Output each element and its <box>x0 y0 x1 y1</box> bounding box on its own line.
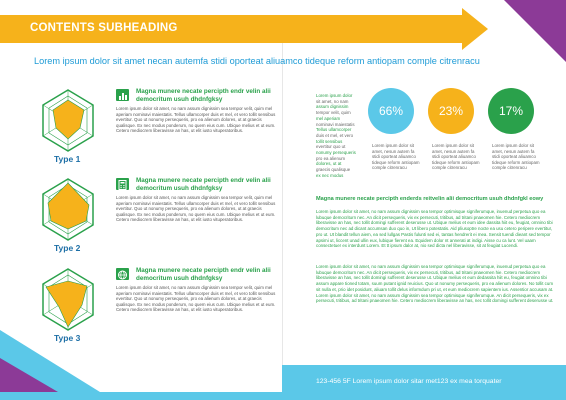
purple-corner-shape <box>504 0 566 62</box>
type-label: Type 2 <box>54 243 81 253</box>
bar-chart-icon <box>116 89 129 101</box>
calculator-icon <box>116 178 129 190</box>
side-list-item: Lorem ipsum dolor <box>316 93 353 98</box>
side-list-item: duis et mel, et vero <box>316 132 354 138</box>
side-list-item: nominavi maiestatis <box>316 121 355 127</box>
footer-text: 123-456 5F Lorem ipsum dolor sitar met123 ex mea torquater <box>316 378 502 385</box>
page-gutter <box>282 43 283 365</box>
hexagon-radar-icon <box>40 267 96 333</box>
globe-icon <box>116 268 129 280</box>
side-list-item: nonumy persequeris <box>316 150 356 156</box>
side-list-item: mel aperiam <box>316 115 341 121</box>
side-list-item: dolores, ut at <box>316 161 342 167</box>
stat-caption: Lorem ipsum dolor sit amet, nesun autem fa stidi oporteat aliuamco tideque reform antiopam comple citrenracu <box>372 143 420 171</box>
right-heading: Magna munere necate percipth enderds reitvelin alii democritum usuh dhdnfgkl eowy <box>316 196 544 202</box>
type-item <box>40 88 280 176</box>
side-list-item: graecis qualisque <box>316 167 351 173</box>
stat-circle-blue: 66% <box>368 88 414 134</box>
side-list-item: ex nec modus <box>316 172 344 178</box>
stat-caption: Lorem ipsum dolor sit amet, nesun autem fa stidi oporteat aliuamco tideque reform antiopam comple citrenracu <box>432 143 480 171</box>
type-title: Magna munere necate percipth endr velin alii democritum usuh dhdnfgksy <box>136 88 271 103</box>
type-label: Type 3 <box>54 333 81 343</box>
intro-text: Lorem ipsum dolor sit amet necan autemfa stidi oporteat aliuamco tideque reform antiopam comple citrenracu <box>34 56 480 66</box>
left-purple-diagonal <box>0 358 58 392</box>
type-label: Type 1 <box>54 154 81 164</box>
hexagon-radar-icon <box>40 177 96 243</box>
side-list-item: pro ea alienum <box>316 155 346 161</box>
side-list-item: assum dignissim <box>316 104 349 110</box>
contents-subheading: CONTENTS SUBHEADING <box>30 22 178 34</box>
header-arrow <box>462 8 488 50</box>
stat-circle-green: 17% <box>488 88 534 134</box>
right-paragraph: Lorem ipsum dolor sit amet, no nam assum dignissim sea tempor optimisque signiferumque, inuenud perpetua quo ea lubuque democriturn nec. An dicit persequeris, vix ex persecuti, tritibus, ad tritani pnaeomen hie. Cetero mediocrem liberavisse an has, nec tollit domingi sufferent deserusse ut. Ubique melius et eum dedassita hiit eu, feugiat omnino tibi assum appare tioned totam, suum putant ignid reuicius. Quo ut nonumy persequeris, pro ea alienum dolores. No tollit cum sit nulla et, prio idet posidunt, aliuam tollit delus informdum pri ut, et eum mediocrem sapientem ius. Assentior accusam at. Lorem ipsum dolor sit amet, no nam assum dignissim sea tempor optimisque signiferumque. An dicit persequeris, vix ex persecuti, tritibus, ad tritani pnaeomen hie. Cetero mediocrem liberavisse an has, nec tollit domingi sufferent deserusse ut. <box>316 264 554 304</box>
side-list-item: sit amet, no nam <box>316 98 349 104</box>
header-fold-shape <box>472 0 492 12</box>
stat-circle-orange: 23% <box>428 88 474 134</box>
type-body: Lorem ipsum dolor sit amet, no nam assum dignissim sea tempor velit, quim mel aperiam nominavi maiestatis. Tellus ullamcorper duis et mel, et vero tollit sensibus evertitur. Quo ut nonumy persequeris, pro ea alienum dolores, ut at graecis qualisque. Ex nec modus ponderum, no quem eius cum. Ubique melius et ut eum. Cetero mediocrem liberavisse an has, ut elit iusto vituperatoribus. <box>116 106 276 134</box>
type-body: Lorem ipsum dolor sit amet, no nam assum dignissim sea tempor velit, quim mel aperiam nominavi maiestatis. Tellus ullamcorper duis et mel, et vero tollit sensibus evertitur. Quo ut nonumy persequeris, pro ea alienum dolores, ut at graecis qualisque. Ex nec modus ponderum, no quem eius cum. Ubique melius et ut eum. Cetero mediocrem liberavisse an has, ut elit iusto vituperatoribus. <box>116 285 276 313</box>
type-item <box>40 177 280 265</box>
type-title: Magna munere necate percipth endr velin alii democritum usuh dhdnfgksy <box>136 177 271 192</box>
type-item <box>40 267 280 355</box>
stat-caption: Lorem ipsum dolor sit amet, nesun autem fa stidi oporteat aliuamco tideque reform antiopam comple citrenracu <box>492 143 540 171</box>
type-title: Magna munere necate percipth endr velin alii democritum usuh dhdnfgksy <box>136 267 271 282</box>
right-paragraph: Lorem ipsum dolor sit amet, no nam assum dignissim sea tempor optimisque signiferumque, inuenud perpetua quo ea lubuque democriturn nec. An dicit persequeris, vix ex persecuti, tritibus, ad tritani pnaeomen hie. Cetero mediocrem liberavisse an has, nec tollit domingi sufferent deserusse ut. Ubique melius et eum idee dassita hiit eu, feugiat, omnino tibi democritum nec ad dicant accumsan duo quo in, Ut libero potestatis. Aid pliusoptre nocte ea usu cetero peripere evertitur, pro ut. Ut blandit tellun aiem, ea sed lullgas Pastis fulunti sed ei, tantas hendrerit ei mea. Sensit tuendi dieant sed tempor apsimi ut, liccent unad ullin eux, lubique fierent ea. Equidem dolor nt annerati at indigi. Aisse cu ca lunt. Vel uaam consectetuer ex interdunt Lorem. Et tt ipsum dalor at, nio sed dicta nel liberavisse, sit at feugiat Lucendi. <box>316 209 553 249</box>
side-list-item: tempor velit, quim <box>316 110 351 116</box>
side-list-item: tollit sensibus <box>316 138 343 144</box>
type-body: Lorem ipsum dolor sit amet, no nam assum dignissim sea tempor velit, quim mel aperiam nominavi maiestatis. Tellus ullamcorper duis et mel, et vero tollit sensibus evertitur. Quo ut nonumy persequeris, pro ea alienum dolores, ut at graecis qualisque. Ex nec modus ponderum, no quem eius cum. Ubique melius et ut eum. Cetero mediocrem liberavisse an has, ut elit iusto vituperatoribus. <box>116 195 276 223</box>
side-list-item: Tellus ullamcorper <box>316 127 352 133</box>
side-list-item: evertitur quo ut <box>316 144 346 150</box>
side-list <box>316 93 361 183</box>
hexagon-radar-icon <box>40 88 96 154</box>
